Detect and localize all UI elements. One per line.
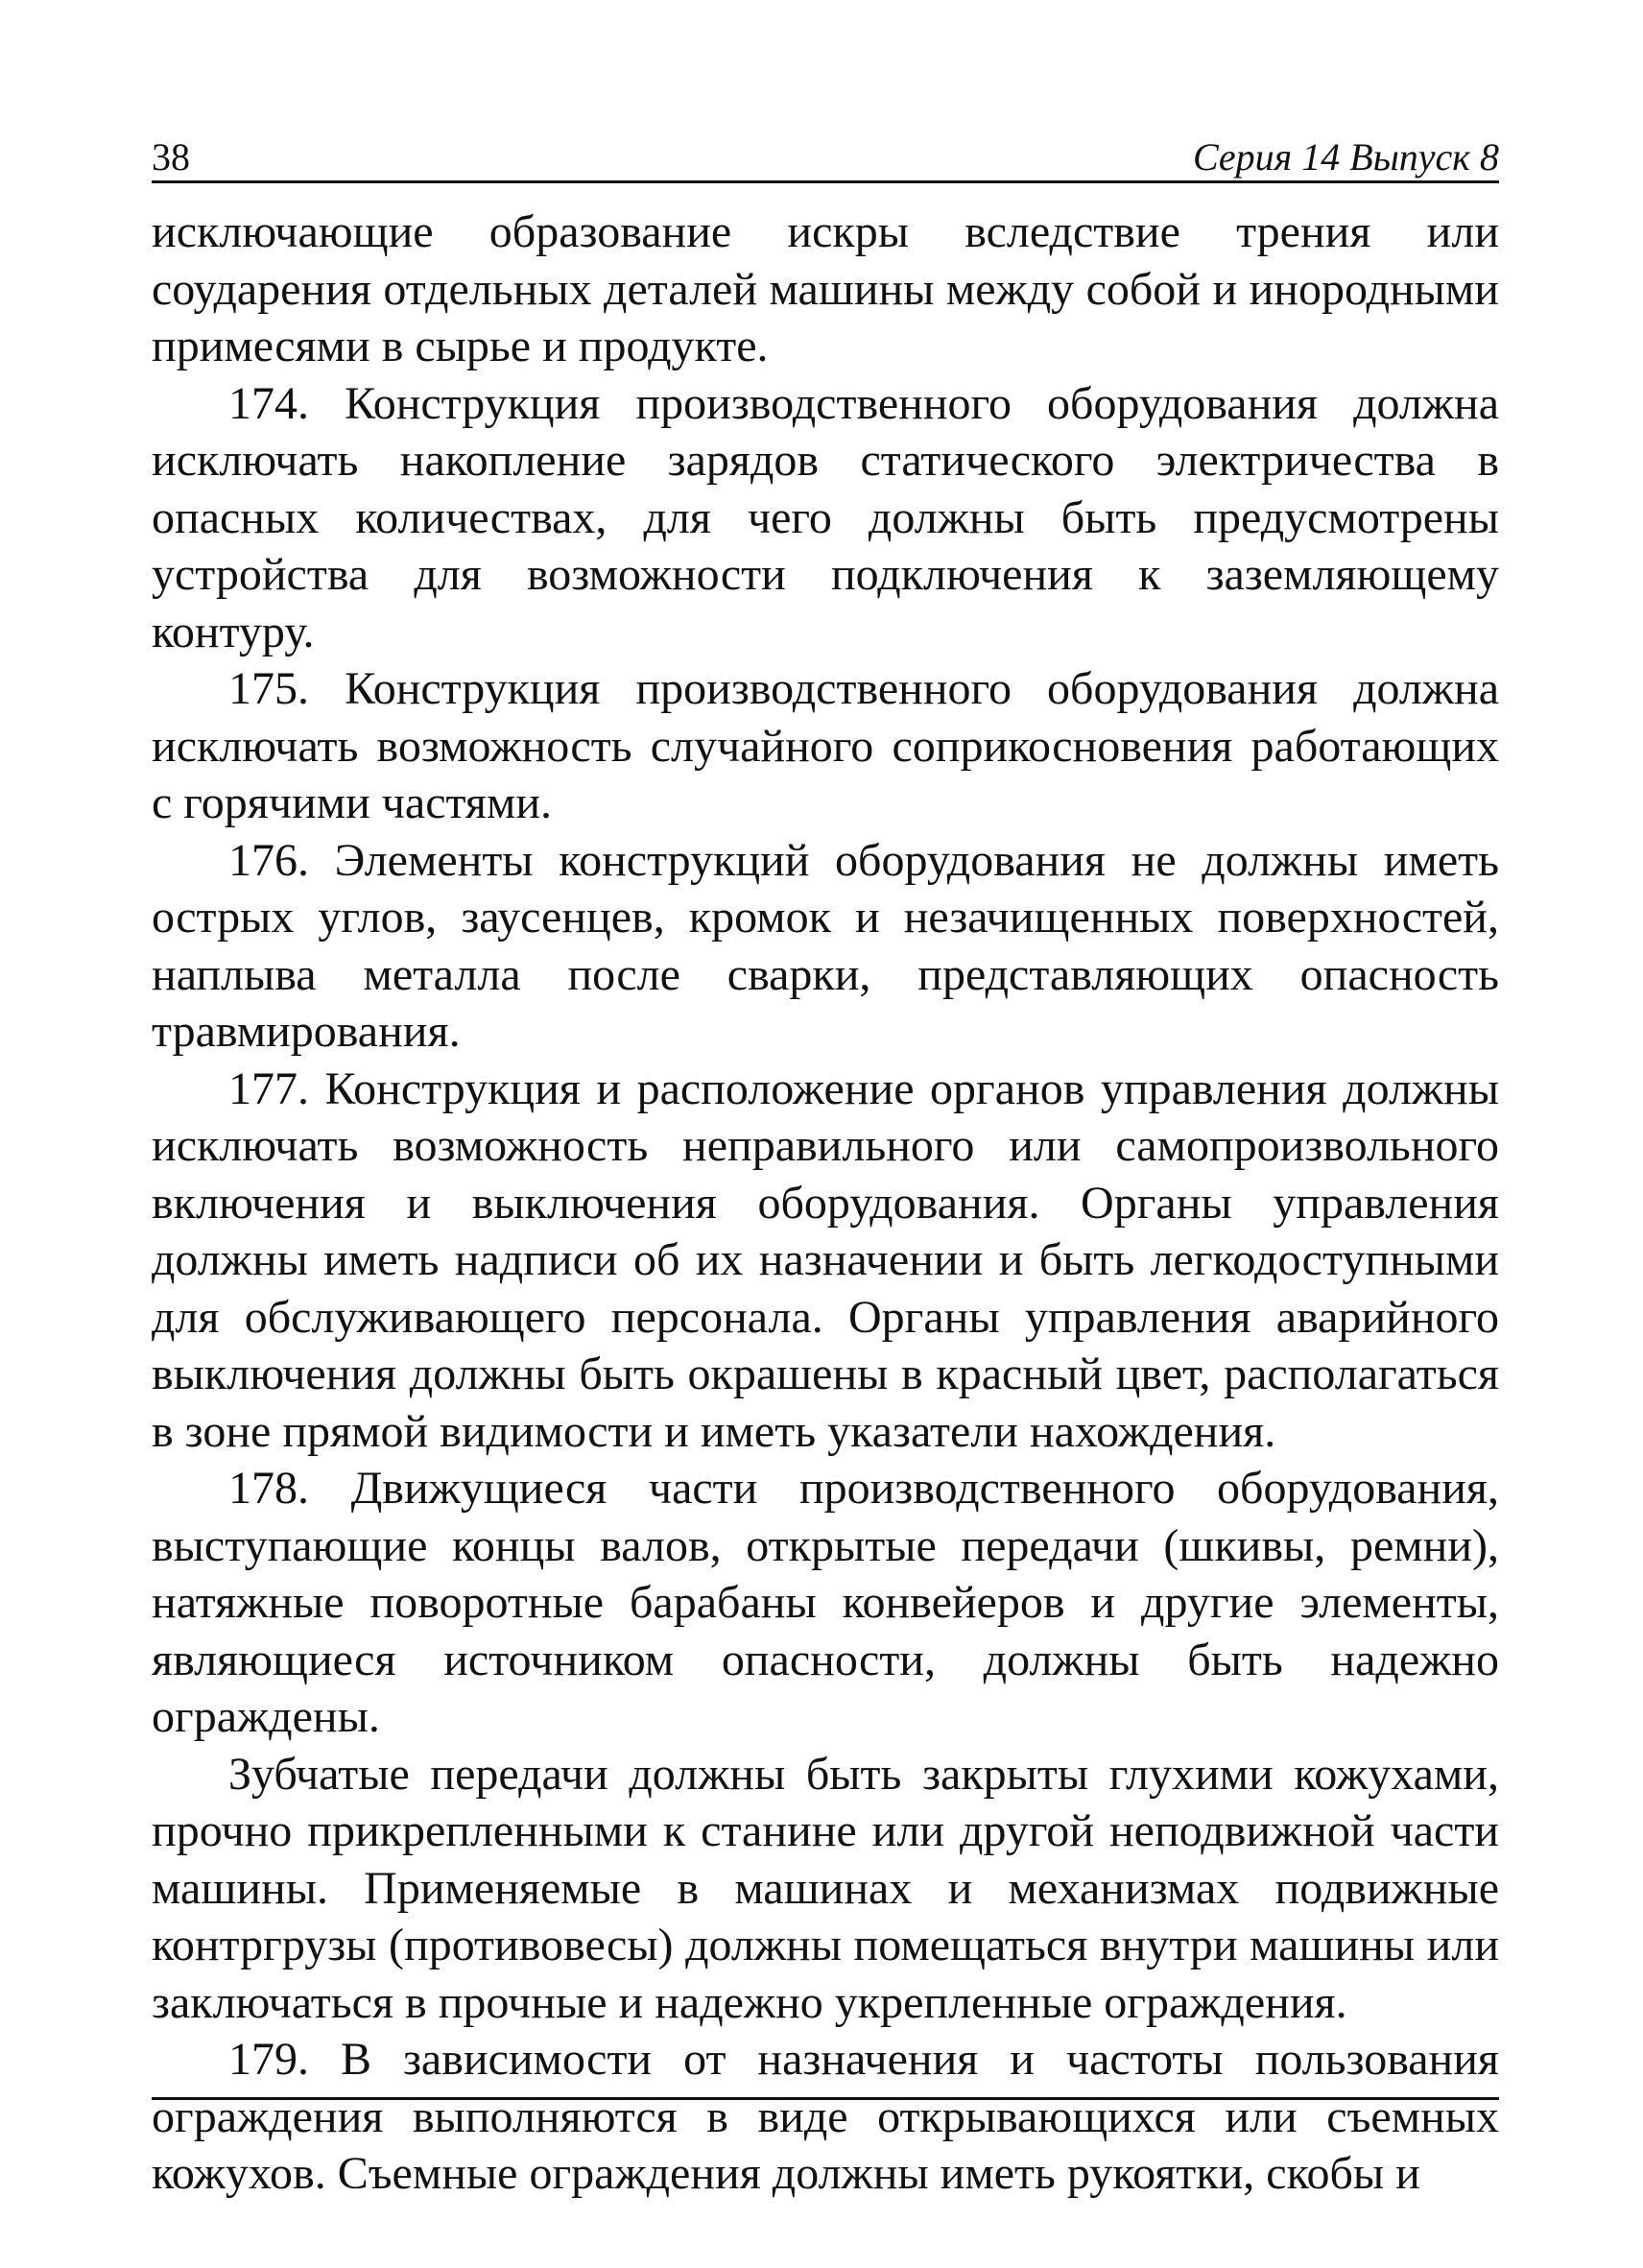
paragraph-178: 178. Движущиеся части производственного оборудования, выступающие концы валов, открытые передачи (шкивы, ремни), натяжные поворотные барабаны конвейеров и другие элементы, являющиеся источником опасности, должны быть надежно ограждены. — [152, 1463, 1499, 1742]
paragraph-179: 179. В зависимости от назначения и частоты пользования ограждения выполняются в виде открывающихся или съемных кожухов. Съемные ограждения должны иметь рукоятки, скобы и — [152, 2034, 1499, 2199]
running-title: Серия 14 Выпуск 8 — [1192, 135, 1499, 179]
paragraph-174: 174. Конструкция производственного оборудования должна исключать накопление зарядов статического электричества в опасных количествах, для чего должны быть предусмотрены устройства для возможности подключения к заземляющему контуру. — [152, 377, 1499, 657]
paragraph-175: 175. Конструкция производственного оборудования должна исключать возможность случайного соприкосновения работающих с горячими частями. — [152, 663, 1499, 828]
paragraph-178-gears: Зубчатые передачи должны быть закрыты глухими кожухами, прочно прикрепленными к станине или другой неподвижной части машины. Применяемые в машинах и механизмах подвижные контргрузы (противовесы) должны помещаться внутри машины или заключаться в прочные и надежно укрепленные ограждения. — [152, 1748, 1499, 2028]
paragraph-176: 176. Элементы конструкций оборудования не должны иметь острых углов, заусенцев, кромок и незачищенных поверхностей, наплыва металла после сварки, представляющих опасность травмирования. — [152, 834, 1499, 1057]
paragraph-177: 177. Конструкция и расположение органов управления должны исключать возможность неправильного или самопроизвольного включения и выключения оборудования. Органы управления должны иметь надписи об их назначении и быть легкодоступными для обслуживающего персонала. Органы управления аварийного выключения должны быть окрашены в красный цвет, располагаться в зоне прямой видимости и иметь указатели нахождения. — [152, 1062, 1499, 1457]
body-text — [152, 203, 1499, 2203]
page-number: 38 — [152, 135, 190, 179]
page-header — [152, 123, 1499, 183]
paragraph-continuation: исключающие образование искры вследствие трения или соударения отдельных деталей машины между собой и инородными примесями в сырье и продукте. — [152, 206, 1499, 371]
bottom-rule — [152, 2097, 1499, 2100]
